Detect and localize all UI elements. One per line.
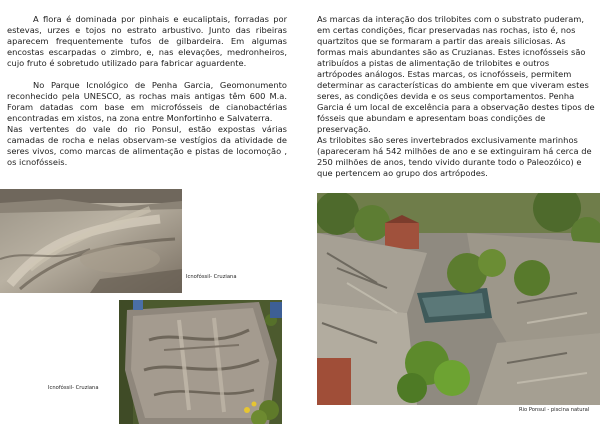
rio-ponsul-photo xyxy=(317,193,600,405)
paragraph-flora: A flora é dominada por pinhais e eucaliptais, forradas por estevas, urzes e tojos no estrato arbustivo. Junto das ribeiras aparecem frequentemente tufos de gilbardeira. Em algumas encostas escarpadas o zimbro, e, nas elevações, medronheiros, cujo fruto é sobretudo utilizado para fabricar aguardente. xyxy=(7,14,287,68)
cruziana-rock-photo-1 xyxy=(0,189,182,293)
left-text-column xyxy=(7,14,287,168)
caption-photo-3: Rio Ponsul - piscina natural xyxy=(519,407,590,413)
paragraph-parque-icnologico: No Parque Icnológico de Penha Garcia, Geomonumento reconhecido pela UNESCO, as rochas mais antigas têm 600 M.a. Foram datadas com base em microfósseis de cianobactérias encontradas em xistos, na zona entre Monfortinho e Salvaterra. xyxy=(7,80,287,123)
cruziana-rock-photo-2 xyxy=(119,300,282,424)
caption-photo-2: Icnofóssil- Cruziana xyxy=(48,385,99,391)
paragraph-vale-ponsul: Nas vertentes do vale do rio Ponsul, estão expostas várias camadas de rocha e nelas observam-se vestígios da atividade de seres vivos, como marcas de alimentação e pistas de locomoção , os icnofósseis. xyxy=(7,124,287,167)
caption-photo-1: Icnofóssil- Cruziana xyxy=(186,274,237,280)
right-text-column xyxy=(317,14,595,179)
paragraph-trilobites-invertebrados: As trilobites são seres invertebrados exclusivamente marinhos (apareceram há 542 milhões de ano e se extinguiram há cerca de 250 milhões de anos, tendo vivido durante todo o Paleozóico) e que pertencem ao grupo dos artrópodes. xyxy=(317,135,592,178)
paragraph-trilobites-marcas: As marcas da interação dos trilobites com o substrato puderam, em certas condições, ficar preservadas nas rochas, isto é, nos quartzitos que se formaram a partir das areais siliciosas. As formas mais abundantes são as Cruzianas. Estes icnofósseis são atribuídos a pistas de alimentação de trilobites e outros artrópodes análogos. Estas marcas, os icnofósseis, permitem determinar as características do ambiente em que viveram estes seres, as condições devida e os seus comportamentos. Penha Garcia é um local de excelência para a observação destes tipos de fósseis que abundam e apresentam boas condições de preservação. xyxy=(317,14,595,134)
